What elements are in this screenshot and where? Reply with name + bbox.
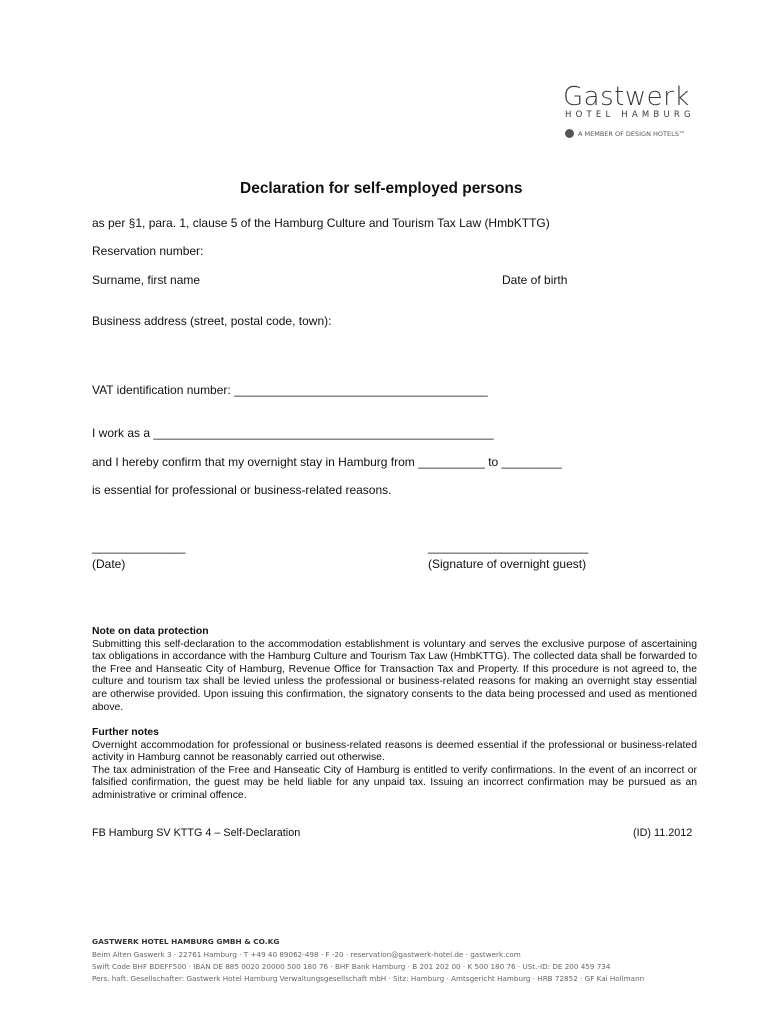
form-id: (ID) 11.2012 [633,827,693,839]
hotel-logo-subtitle: HOTEL HAMBURG [565,110,695,120]
further-notes-text-2: The tax administration of the Free and Hanseatic City of Hamburg is entitled to verify confirmations. In the event of an incorrect or falsified confirmation, the guest may be held liable for any unpaid tax. Issuing an incorrect confirmation may be pursued as an administrative or criminal offence. [92,764,697,801]
company-name: GASTWERK HOTEL HAMBURG GMBH & CO.KG [92,937,280,946]
date-signature-line: ______________ [92,540,186,554]
further-notes [92,727,697,803]
data-protection-heading: Note on data protection [92,626,209,637]
business-address-label: Business address (street, postal code, town): [92,314,332,328]
document-title: Declaration for self-employed persons [240,180,523,197]
data-protection-note [92,626,697,714]
company-bank-details: Swift Code BHF BDEFF500 · IBAN DE 885 0020 20000 500 180 76 · BHF Bank Hamburg · B 201 202 00 · K 500 180 76 · USt.-ID: DE 200 459 734 [92,962,611,971]
guest-signature-line: ________________________ [428,540,589,554]
company-registration: Pers. haft. Gesellschafter: Gastwerk Hotel Hamburg Verwaltungsgesellschaft mbH · Sitz: Hamburg · Amtsgericht Hamburg · HRB 72852 · GF Kai Hollmann [92,974,645,983]
surname-label: Surname, first name [92,273,201,287]
reservation-number-label: Reservation number: [92,244,204,258]
company-contact: Beim Alten Gaswerk 3 · 22761 Hamburg · T +49 40 89062-498 · F -20 · reservation@gastwerk-hotel.de · gastwerk.com [92,950,521,959]
occupation-field: I work as a ___________________________________________________ [92,426,494,440]
design-hotels-member-badge [565,129,685,138]
design-hotels-icon [565,129,574,138]
date-caption: (Date) [92,557,126,571]
member-text: A MEMBER OF DESIGN HOTELS™ [578,129,686,138]
vat-number-field: VAT identification number: ______________________________________ [92,383,488,397]
document-subtitle: as per §1, para. 1, clause 5 of the Hamburg Culture and Tourism Tax Law (HmbKTTG) [92,216,550,230]
date-of-birth-label: Date of birth [502,273,568,287]
form-reference: FB Hamburg SV KTTG 4 – Self-Declaration [92,827,301,839]
essential-reason-text: is essential for professional or business-related reasons. [92,483,392,497]
hotel-logo-name: Gastwerk [563,82,690,112]
further-notes-text-1: Overnight accommodation for professional or business-related reasons is deemed essential if the professional or business-related activity in Hamburg cannot be reasonably carried out otherwise. [92,739,697,764]
further-notes-heading: Further notes [92,727,159,738]
stay-dates-field: and I hereby confirm that my overnight stay in Hamburg from __________ to _________ [92,455,562,469]
data-protection-text: Submitting this self-declaration to the accommodation establishment is voluntary and serves the exclusive purpose of ascertaining tax obligations in accordance with the Hamburg Culture and Tourism Tax Law (HmbKTTG). The collected data shall be forwarded to the Free and Hanseatic City of Hamburg, Revenue Office for Transaction Tax and Property. If this procedure is not agreed to, the culture and tourism tax shall be levied unless the professional or business-related reasons for making an overnight stay essential are otherwise provided. Upon issuing this confirmation, the signatory consents to the data being processed and used as mentioned above. [92,638,697,713]
signature-caption: (Signature of overnight guest) [428,557,587,571]
